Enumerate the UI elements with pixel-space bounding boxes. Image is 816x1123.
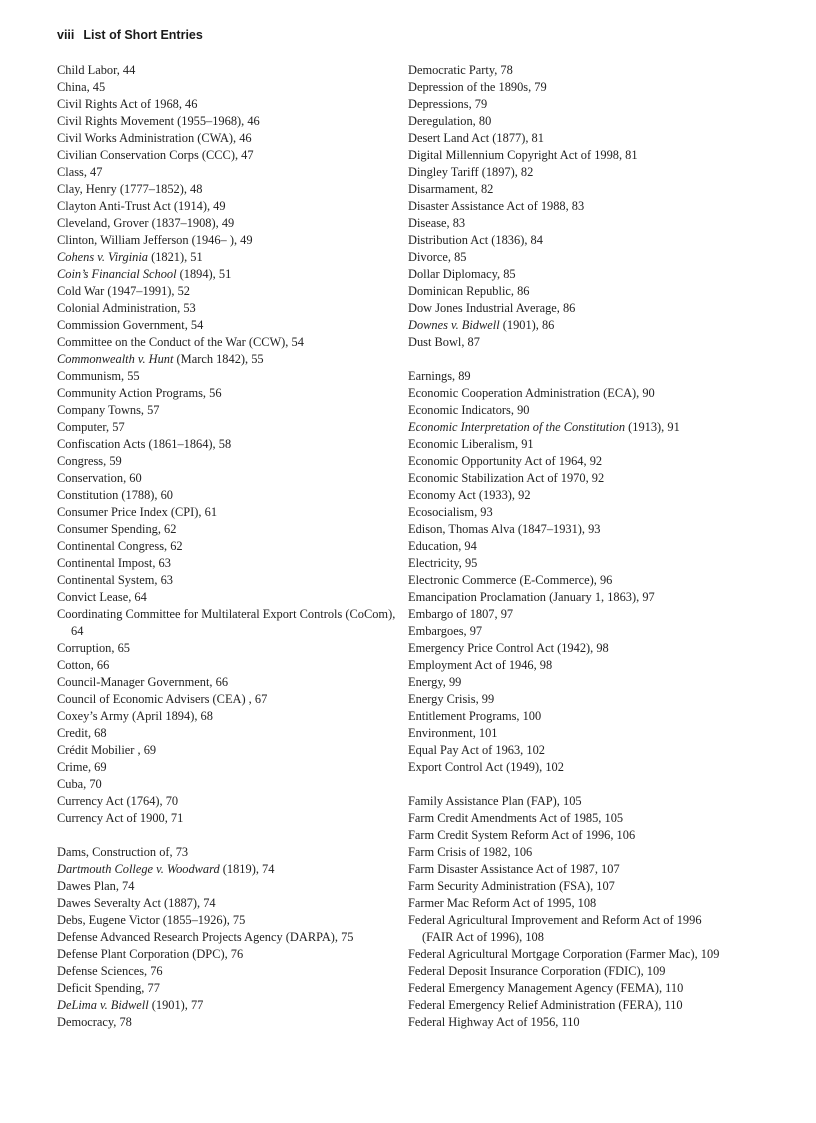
entry-text: Deficit Spending, 77 (57, 981, 160, 995)
index-entry (57, 895, 397, 912)
entry-text: Community Action Programs, 56 (57, 386, 222, 400)
entry-text: Dingley Tariff (1897), 82 (408, 165, 534, 179)
index-entry (57, 742, 397, 759)
entry-text: Child Labor, 44 (57, 63, 136, 77)
entry-text: Farm Credit System Reform Act of 1996, 106 (408, 828, 636, 842)
entry-text: Energy, 99 (408, 675, 462, 689)
index-entry (408, 198, 720, 215)
entry-text: Dawes Plan, 74 (57, 879, 135, 893)
entry-text: Economic Opportunity Act of 1964, 92 (408, 454, 603, 468)
entry-text: Farm Security Administration (FSA), 107 (408, 879, 615, 893)
entry-text: (1894), 51 (176, 267, 232, 281)
index-entry (408, 691, 720, 708)
index-entry (408, 793, 720, 810)
index-entry (408, 657, 720, 674)
index-entry (57, 844, 397, 861)
entry-text: Civil Rights Movement (1955–1968), 46 (57, 114, 260, 128)
index-entry (57, 96, 397, 113)
entry-text: (1819), 74 (219, 862, 275, 876)
index-entry (57, 198, 397, 215)
index-entry (408, 181, 720, 198)
index-entry (57, 878, 397, 895)
entry-text: Council-Manager Government, 66 (57, 675, 229, 689)
entry-text: (1821), 51 (147, 250, 203, 264)
entry-text: Democracy, 78 (57, 1015, 132, 1029)
entry-text: Family Assistance Plan (FAP), 105 (408, 794, 582, 808)
entry-text: Dollar Diplomacy, 85 (408, 267, 516, 281)
index-entry (57, 555, 397, 572)
index-entry (57, 691, 397, 708)
entry-text: Farmer Mac Reform Act of 1995, 108 (408, 896, 597, 910)
entry-text: Depressions, 79 (408, 97, 488, 111)
index-entry (408, 827, 720, 844)
index-entry (57, 317, 397, 334)
index-entry (408, 725, 720, 742)
index-entry (408, 589, 720, 606)
index-entry (408, 572, 720, 589)
entry-text: Farm Disaster Assistance Act of 1987, 107 (408, 862, 620, 876)
index-entry (408, 844, 720, 861)
entry-text: Federal Agricultural Mortgage Corporation (Farmer Mac), 109 (408, 947, 720, 961)
index-entry (408, 708, 720, 725)
index-entry (57, 759, 397, 776)
index-entry (57, 572, 397, 589)
entry-title-italic: Cohens v. Virginia (57, 250, 148, 264)
index-entry (57, 147, 397, 164)
entry-title-italic: Coin’s Financial School (57, 267, 177, 281)
entry-title-italic: DeLima v. Bidwell (57, 998, 149, 1012)
entry-text: Clayton Anti-Trust Act (1914), 49 (57, 199, 226, 213)
index-entry (57, 249, 397, 266)
index-entry (408, 946, 720, 963)
page-header (57, 28, 203, 42)
entry-text: Economic Cooperation Administration (ECA), 90 (408, 386, 655, 400)
index-entry (408, 436, 720, 453)
entry-text: Clinton, William Jefferson (1946– ), 49 (57, 233, 253, 247)
entry-text: Equal Pay Act of 1963, 102 (408, 743, 545, 757)
index-entry (57, 776, 397, 793)
entry-text: Dust Bowl, 87 (408, 335, 480, 349)
index-entry (408, 317, 720, 334)
entry-text: Dams, Construction of, 73 (57, 845, 189, 859)
index-entry (57, 385, 397, 402)
entry-text: Farm Credit Amendments Act of 1985, 105 (408, 811, 624, 825)
page-title: List of Short Entries (83, 28, 203, 42)
index-entry (57, 266, 397, 283)
entry-text: Debs, Eugene Victor (1855–1926), 75 (57, 913, 246, 927)
entry-text: Defense Sciences, 76 (57, 964, 163, 978)
index-entry (57, 436, 397, 453)
entry-text: Confiscation Acts (1861–1864), 58 (57, 437, 232, 451)
entry-text: Currency Act of 1900, 71 (57, 811, 184, 825)
index-entry (57, 79, 397, 96)
entry-text: Energy Crisis, 99 (408, 692, 495, 706)
index-entry (57, 861, 397, 878)
index-entry (408, 402, 720, 419)
index-entry (57, 963, 397, 980)
index-entry (408, 164, 720, 181)
entry-text: Continental System, 63 (57, 573, 173, 587)
entry-text: Commission Government, 54 (57, 318, 204, 332)
entry-text: Credit, 68 (57, 726, 107, 740)
index-entry (408, 147, 720, 164)
entry-text: Federal Deposit Insurance Corporation (FDIC), 109 (408, 964, 666, 978)
index-entry (57, 929, 397, 946)
entry-text: Dawes Severalty Act (1887), 74 (57, 896, 216, 910)
index-entry (408, 538, 720, 555)
entry-text: (1913), 91 (625, 420, 680, 434)
entry-text: (1901), 86 (499, 318, 555, 332)
entry-text: Embargo of 1807, 97 (408, 607, 514, 621)
entry-text: Federal Highway Act of 1956, 110 (408, 1015, 580, 1029)
index-entry (408, 368, 720, 385)
entry-text: Edison, Thomas Alva (1847–1931), 93 (408, 522, 601, 536)
entry-text: Conservation, 60 (57, 471, 142, 485)
entry-text: Embargoes, 97 (408, 624, 483, 638)
index-entry (408, 130, 720, 147)
index-entry (57, 946, 397, 963)
right-column (408, 62, 720, 1031)
entry-text: Class, 47 (57, 165, 103, 179)
entry-text: Consumer Spending, 62 (57, 522, 177, 536)
entry-text: Congress, 59 (57, 454, 122, 468)
entry-text: Continental Congress, 62 (57, 539, 183, 553)
entry-text: Digital Millennium Copyright Act of 1998, 81 (408, 148, 638, 162)
entry-text: Corruption, 65 (57, 641, 130, 655)
index-entry (57, 470, 397, 487)
index-entry (57, 62, 397, 79)
entry-text: Civil Works Administration (CWA), 46 (57, 131, 252, 145)
entry-text: Disarmament, 82 (408, 182, 494, 196)
entry-text: Entitlement Programs, 100 (408, 709, 542, 723)
index-entry (57, 419, 397, 436)
entry-text: Economic Indicators, 90 (408, 403, 530, 417)
entry-text: Convict Lease, 64 (57, 590, 147, 604)
entry-text: Civilian Conservation Corps (CCC), 47 (57, 148, 254, 162)
index-entry (57, 164, 397, 181)
index-entry (408, 742, 720, 759)
entry-text: Coxey’s Army (April 1894), 68 (57, 709, 213, 723)
entry-text: Ecosocialism, 93 (408, 505, 493, 519)
entry-text: Distribution Act (1836), 84 (408, 233, 543, 247)
entry-text: Electronic Commerce (E-Commerce), 96 (408, 573, 613, 587)
index-entry (57, 674, 397, 691)
entry-text: Education, 94 (408, 539, 477, 553)
index-entry (408, 997, 720, 1014)
index-entry (57, 351, 397, 368)
entry-text: Federal Emergency Management Agency (FEMA), 110 (408, 981, 684, 995)
entry-text: Economic Stabilization Act of 1970, 92 (408, 471, 605, 485)
entry-title-italic: Commonwealth v. Hunt (57, 352, 174, 366)
index-entry (57, 215, 397, 232)
entry-text: (March 1842), 55 (173, 352, 264, 366)
index-entry (408, 453, 720, 470)
entry-text: Dominican Republic, 86 (408, 284, 530, 298)
index-entry (408, 810, 720, 827)
entry-title-italic: Economic Interpretation of the Constitution (408, 420, 626, 434)
entry-text: Defense Advanced Research Projects Agency (DARPA), 75 (57, 930, 354, 944)
index-entry (408, 79, 720, 96)
entry-text: Company Towns, 57 (57, 403, 160, 417)
index-entry (57, 453, 397, 470)
index-entry (57, 283, 397, 300)
index-entry (57, 538, 397, 555)
index-entry (408, 232, 720, 249)
entry-text: Desert Land Act (1877), 81 (408, 131, 544, 145)
index-entry (57, 113, 397, 130)
index-entry (408, 283, 720, 300)
index-entry (408, 334, 720, 351)
index-entry (57, 640, 397, 657)
entry-text: Environment, 101 (408, 726, 498, 740)
page-number: viii (57, 28, 75, 42)
index-entry (408, 521, 720, 538)
entry-text: Communism, 55 (57, 369, 140, 383)
entry-text: Currency Act (1764), 70 (57, 794, 179, 808)
entry-text: Farm Crisis of 1982, 106 (408, 845, 533, 859)
entry-text: Colonial Administration, 53 (57, 301, 196, 315)
index-entry (408, 300, 720, 317)
entry-text: (1901), 77 (148, 998, 204, 1012)
index-entry (408, 555, 720, 572)
entry-text: Constitution (1788), 60 (57, 488, 173, 502)
entry-text: Computer, 57 (57, 420, 125, 434)
index-entry (408, 606, 720, 623)
entry-text: Cold War (1947–1991), 52 (57, 284, 190, 298)
index-entry (408, 963, 720, 980)
entry-text: Divorce, 85 (408, 250, 467, 264)
entry-text: Committee on the Conduct of the War (CCW), 54 (57, 335, 304, 349)
index-entry (57, 657, 397, 674)
index-entry (57, 334, 397, 351)
entry-text: Depression of the 1890s, 79 (408, 80, 547, 94)
index-entry (57, 725, 397, 742)
entry-text: Coordinating Committee for Multilateral Export Controls (CoCom), 64 (57, 607, 396, 638)
index-entry (408, 470, 720, 487)
entry-title-italic: Dartmouth College v. Woodward (57, 862, 220, 876)
entry-text: Civil Rights Act of 1968, 46 (57, 97, 198, 111)
entry-text: Cuba, 70 (57, 777, 102, 791)
index-entry (408, 1014, 720, 1031)
entry-text: Continental Impost, 63 (57, 556, 171, 570)
index-entry (57, 997, 397, 1014)
index-entry (408, 62, 720, 79)
entry-text: Democratic Party, 78 (408, 63, 513, 77)
index-entry (408, 759, 720, 776)
entry-text: Crédit Mobilier , 69 (57, 743, 157, 757)
index-entry (57, 300, 397, 317)
index-entry (57, 810, 397, 827)
index-entry (57, 181, 397, 198)
entry-text: Clay, Henry (1777–1852), 48 (57, 182, 203, 196)
entry-text: Electricity, 95 (408, 556, 478, 570)
index-entry (57, 402, 397, 419)
entry-text: Consumer Price Index (CPI), 61 (57, 505, 218, 519)
index-entry (408, 487, 720, 504)
index-entry (408, 385, 720, 402)
entry-text: Defense Plant Corporation (DPC), 76 (57, 947, 244, 961)
index-entry (57, 1014, 397, 1031)
index-entry (57, 793, 397, 810)
entry-text: Employment Act of 1946, 98 (408, 658, 553, 672)
index-entry (408, 113, 720, 130)
entry-text: China, 45 (57, 80, 106, 94)
index-entry (57, 606, 397, 640)
index-entry (57, 368, 397, 385)
index-entry (57, 912, 397, 929)
index-entry (57, 130, 397, 147)
index-entry (408, 980, 720, 997)
index-entry (408, 249, 720, 266)
index-entry (408, 895, 720, 912)
index-entry (408, 504, 720, 521)
entry-text: Dow Jones Industrial Average, 86 (408, 301, 576, 315)
entry-text: Disaster Assistance Act of 1988, 83 (408, 199, 585, 213)
index-entry (408, 215, 720, 232)
entry-text: Council of Economic Advisers (CEA) , 67 (57, 692, 268, 706)
entry-text: Federal Agricultural Improvement and Reform Act of 1996 (FAIR Act of 1996), 108 (408, 913, 702, 944)
entry-text: Crime, 69 (57, 760, 107, 774)
index-entry (408, 912, 720, 946)
entry-text: Economic Liberalism, 91 (408, 437, 534, 451)
entry-title-italic: Downes v. Bidwell (408, 318, 500, 332)
index-entry (57, 504, 397, 521)
entry-text: Deregulation, 80 (408, 114, 492, 128)
index-entry (408, 623, 720, 640)
index-entry (57, 708, 397, 725)
index-entry (408, 640, 720, 657)
entry-text: Emancipation Proclamation (January 1, 1863), 97 (408, 590, 655, 604)
index-entry (57, 521, 397, 538)
index-entry (408, 96, 720, 113)
entry-text: Export Control Act (1949), 102 (408, 760, 564, 774)
entry-text: Cotton, 66 (57, 658, 110, 672)
index-entry (57, 980, 397, 997)
index-entry (57, 589, 397, 606)
entry-text: Cleveland, Grover (1837–1908), 49 (57, 216, 235, 230)
entry-text: Emergency Price Control Act (1942), 98 (408, 641, 609, 655)
index-entry (408, 861, 720, 878)
index-entry (57, 487, 397, 504)
entry-text: Federal Emergency Relief Administration (FERA), 110 (408, 998, 683, 1012)
left-column (57, 62, 397, 1031)
entry-text: Economy Act (1933), 92 (408, 488, 531, 502)
index-entry (408, 266, 720, 283)
index-entry (408, 878, 720, 895)
entry-text: Disease, 83 (408, 216, 466, 230)
index-entry (408, 419, 720, 436)
index-entry (57, 232, 397, 249)
entry-text: Earnings, 89 (408, 369, 471, 383)
index-entry (408, 674, 720, 691)
